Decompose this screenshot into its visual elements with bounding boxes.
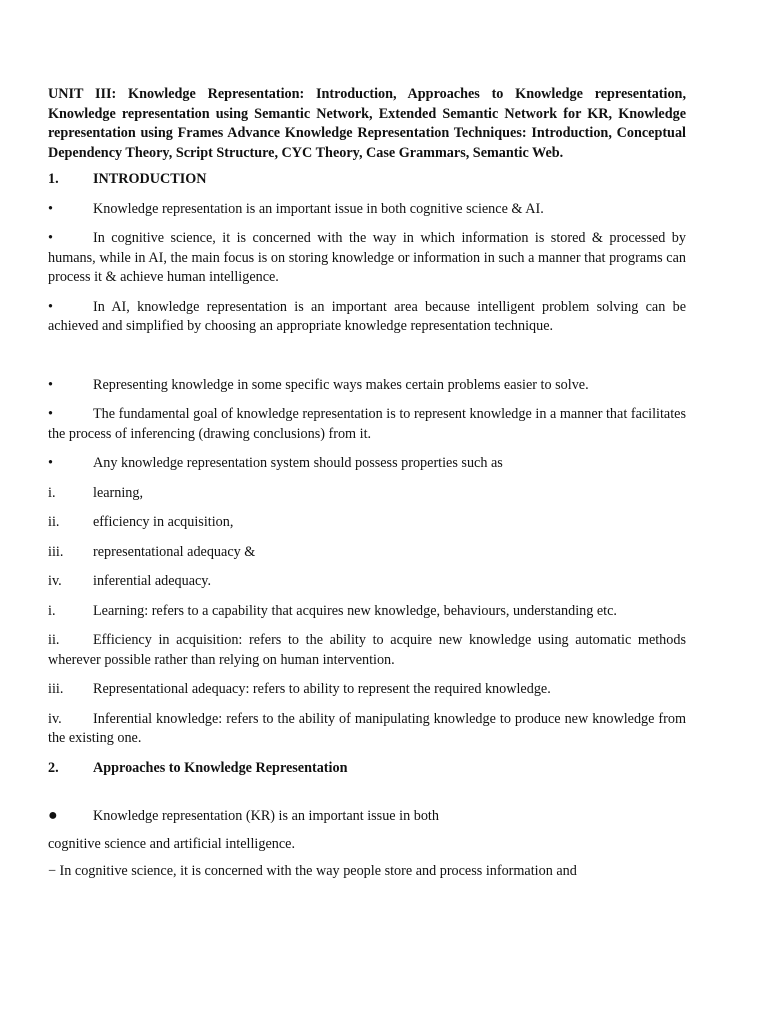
property-item: [48, 513, 686, 533]
property-item: [48, 484, 686, 504]
roman-marker: i.: [48, 484, 56, 501]
roman-marker: iii.: [48, 543, 64, 560]
bullet-paragraph: [48, 298, 686, 337]
unit-heading: UNIT III: Knowledge Representation: Introduction, Approaches to Knowledge representation, Knowledge representation using Semantic Network, Extended Semantic Network for KR, Knowledge representation using Frames Advance Knowledge Representation Techniques: Introduction, Conceptual Dependency Theory, Script Structure, CYC Theory, Case Grammars, Semantic Web.: [48, 86, 686, 161]
bullet-text: Knowledge representation (KR) is an important issue in both: [93, 808, 439, 824]
section-2-heading: [48, 759, 686, 779]
bullet-marker: •: [48, 406, 53, 422]
document-page: [48, 85, 686, 890]
bullet-marker: •: [48, 298, 53, 315]
bullet-text: Any knowledge representation system should possess properties such as: [93, 455, 503, 471]
section-1-title: INTRODUCTION: [93, 171, 207, 187]
property-text: learning,: [93, 484, 144, 501]
dash-line: − In cognitive science, it is concerned with the way people store and process information and: [48, 863, 577, 879]
property-text: inferential adequacy.: [93, 573, 212, 589]
bullet-text: Representing knowledge in some specific ways makes certain problems easier to solve.: [93, 376, 589, 393]
roman-marker: i.: [48, 602, 56, 619]
definition-text: Efficiency in acquisition: refers to the ability to acquire new knowledge using automatic methods wherever possible rather than relying on human intervention.: [48, 632, 686, 668]
blank-spacer: [48, 347, 686, 376]
bullet-marker: •: [48, 230, 53, 246]
continuation-line: cognitive science and artificial intelligence.: [48, 835, 295, 852]
definition-text: Representational adequacy: refers to ability to represent the required knowledge.: [93, 681, 551, 697]
definition-text: Inferential knowledge: refers to the ability of manipulating knowledge to produce new knowledge from the existing one.: [48, 710, 686, 746]
property-item: [48, 572, 686, 592]
definition-text: Learning: refers to a capability that acquires new knowledge, behaviours, understanding etc.: [93, 602, 617, 619]
roman-marker: ii.: [48, 632, 60, 648]
roman-marker: ii.: [48, 514, 60, 530]
roman-marker: iv.: [48, 573, 62, 589]
bullet-marker: ●: [48, 807, 58, 824]
bullet-paragraph: [48, 405, 686, 444]
definition-item: [48, 710, 686, 749]
bullet-paragraph: [48, 376, 686, 396]
definition-item: [48, 631, 686, 670]
property-text: representational adequacy &: [93, 543, 256, 560]
bullet-text: In AI, knowledge representation is an important area because intelligent problem solving can be achieved and simplified by choosing an appropriate knowledge representation technique.: [48, 298, 686, 334]
definition-item: [48, 602, 686, 622]
bullet-paragraph: [48, 200, 686, 220]
bullet-marker: •: [48, 200, 53, 217]
section-2-title: Approaches to Knowledge Representation: [93, 759, 348, 776]
bullet-text: In cognitive science, it is concerned with the way in which information is stored & processed by humans, while in AI, the main focus is on storing knowledge or information in such a manner that programs can process it & achieve human intelligence.: [48, 230, 686, 285]
definition-item: [48, 680, 686, 700]
section-1-heading: [48, 170, 686, 190]
bullet-marker: •: [48, 455, 53, 471]
bullet-paragraph: [48, 806, 686, 827]
bullet-marker: •: [48, 376, 53, 393]
roman-marker: iv.: [48, 710, 62, 727]
property-item: [48, 543, 686, 563]
bullet-paragraph: [48, 229, 686, 288]
property-text: efficiency in acquisition,: [93, 514, 234, 530]
bullet-text: The fundamental goal of knowledge representation is to represent knowledge in a manner that facilitates the process of inferencing (drawing conclusions) from it.: [48, 406, 686, 442]
roman-marker: iii.: [48, 681, 64, 697]
bullet-paragraph: [48, 454, 686, 474]
blank-spacer: [48, 788, 686, 806]
section-1-number: 1.: [48, 171, 59, 187]
section-2-number: 2.: [48, 759, 59, 776]
bullet-text: Knowledge representation is an important issue in both cognitive science & AI.: [93, 200, 544, 217]
